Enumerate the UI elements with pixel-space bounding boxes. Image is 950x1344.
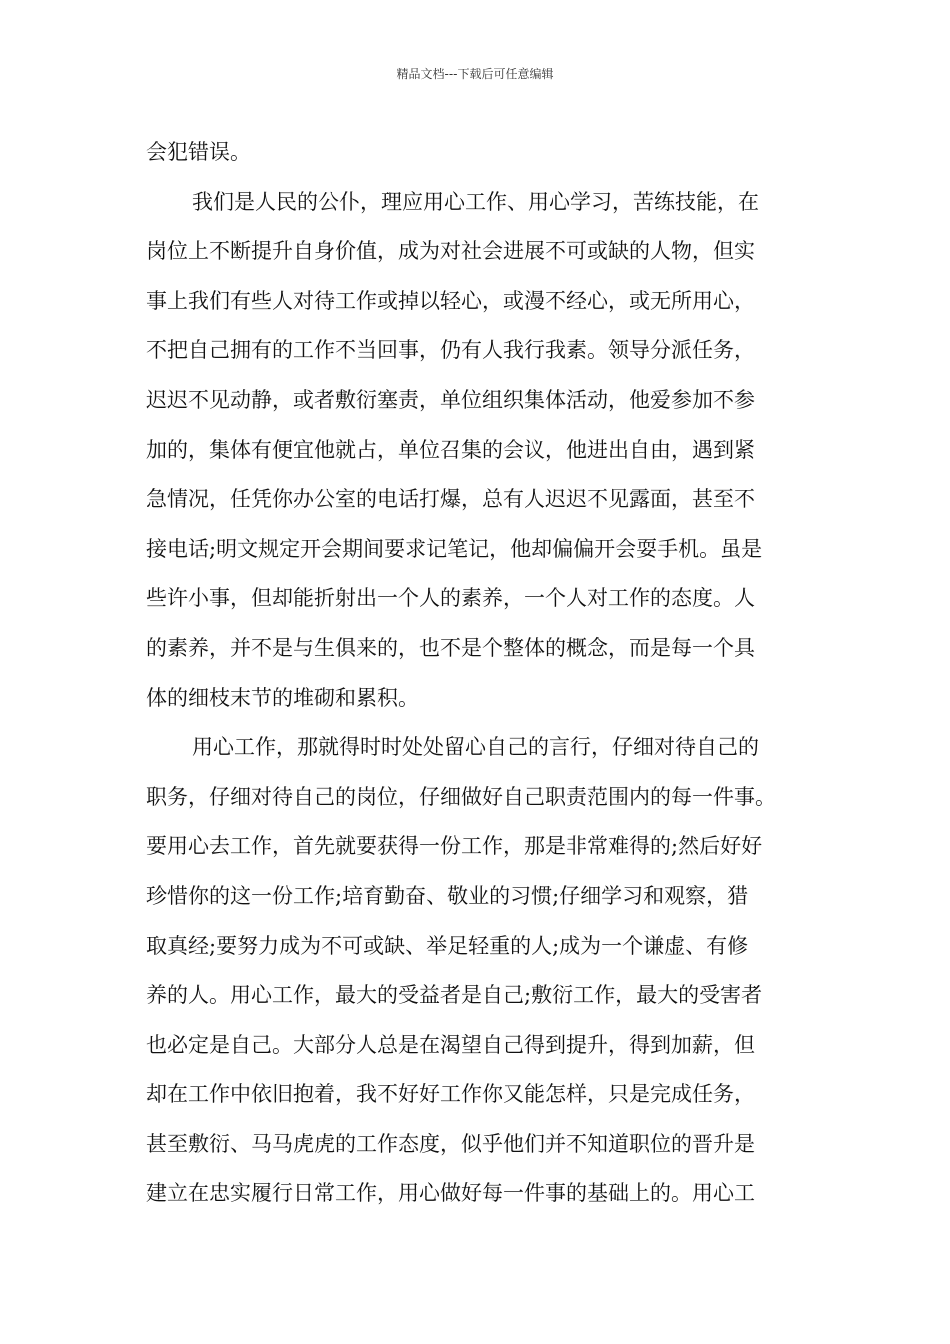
text-line: 甚至敷衍、马马虎虎的工作态度，似乎他们并不知道职位的晋升是	[146, 1131, 755, 1156]
text-line: 事上我们有些人对待工作或掉以轻心，或漫不经心，或无所用心，	[146, 288, 755, 313]
text-line: 职务，仔细对待自己的岗位，仔细做好自己职责范围内的每一件事。	[146, 784, 776, 809]
text-line: 不把自己拥有的工作不当回事，仍有人我行我素。领导分派任务，	[146, 338, 755, 363]
text-line: 要用心去工作，首先就要获得一份工作，那是非常难得的;然后好好	[146, 834, 763, 859]
text-line: 迟迟不见动静，或者敷衍塞责，单位组织集体活动，他爱参加不参	[146, 387, 755, 412]
text-line: 养的人。用心工作，最大的受益者是自己;敷衍工作，最大的受害者	[146, 983, 763, 1008]
text-line: 却在工作中依旧抱着，我不好好工作你又能怎样，只是完成任务，	[146, 1082, 755, 1107]
text-line: 建立在忠实履行日常工作，用心做好每一件事的基础上的。用心工	[146, 1181, 755, 1206]
text-line: 些许小事，但却能折射出一个人的素养，一个人对工作的态度。人	[146, 586, 755, 611]
text-line: 加的，集体有便宜他就占，单位召集的会议，他进出自由，遇到紧	[146, 437, 755, 462]
text-line: 的素养，并不是与生俱来的，也不是个整体的概念，而是每一个具	[146, 635, 755, 660]
text-line: 体的细枝末节的堆砌和累积。	[146, 685, 419, 710]
document-body	[146, 128, 822, 1219]
text-line: 取真经;要努力成为不可或缺、举足轻重的人;成为一个谦虚、有修	[146, 933, 749, 958]
text-line: 我们是人民的公仆，理应用心工作、用心学习，苦练技能，在	[192, 189, 759, 214]
text-line: 会犯错误。	[146, 140, 251, 164]
text-line: 也必定是自己。大部分人总是在渴望自己得到提升，得到加薪，但	[146, 1032, 755, 1057]
page-header: 精品文档---下载后可任意编辑	[396, 67, 554, 81]
text-line: 接电话;明文规定开会期间要求记笔记，他却偏偏开会耍手机。虽是	[146, 536, 763, 561]
text-line: 岗位上不断提升自身价值，成为对社会进展不可或缺的人物，但实	[146, 239, 755, 264]
text-line: 急情况，任凭你办公室的电话打爆，总有人迟迟不见露面，甚至不	[146, 487, 755, 512]
text-line: 珍惜你的这一份工作;培育勤奋、敬业的习惯;仔细学习和观察，猎	[146, 883, 749, 908]
text-line: 用心工作，那就得时时处处留心自己的言行，仔细对待自己的	[192, 735, 759, 760]
